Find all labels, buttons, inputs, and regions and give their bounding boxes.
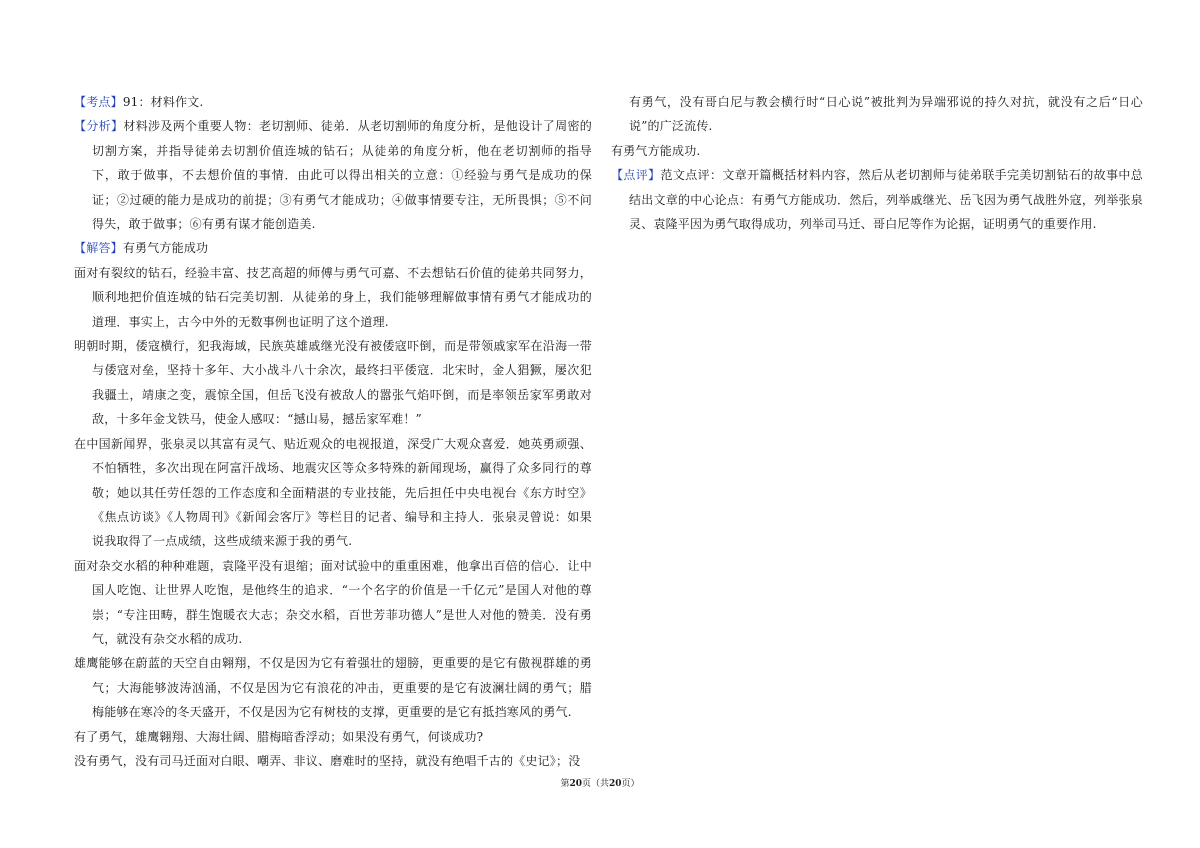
kaodian-text: 91：材料作文.: [122, 95, 204, 109]
footer-suffix: 页）: [621, 779, 640, 789]
kaodian-paragraph: [74, 90, 592, 114]
essay-paragraph: 面对杂交水稻的种种难题，袁隆平没有退缩；面对试验中的重重困难，他拿出百倍的信心．让中国人吃饱、让世界人吃饱，是他终生的追求．“一个名字的价值是一千亿元”是国人对他的尊崇；“专注田畴，群生饱暖衣大志；杂交水稻，百世芳菲功德人”是世人对他的赞美．没有勇气，就没有杂交水稻的成功.: [74, 558, 592, 646]
jieda-tag: 【解答】: [74, 241, 123, 256]
essay-paragraph: 雄鹰能够在蔚蓝的天空自由翱翔，不仅是因为它有着强壮的翅膀，更重要的是它有傲视群雄的勇气；大海能够波涛汹涌，不仅是因为它有浪花的冲击，更重要的是它有波澜壮阔的勇气；腊梅能够在寒冷的冬天盛开，不仅是因为它有树枝的支撑，更重要的是它有抵挡寒风的勇气.: [74, 656, 592, 720]
essay-continuation: 有勇气，没有哥白尼与教会横行时“日心说”被批判为异端邪说的持久对抗，就没有之后“日心说”的广泛流传.: [629, 95, 1143, 134]
footer-mid: 页（共: [581, 779, 609, 789]
essay-paragraph: 没有勇气，没有司马迁面对白眼、嘲弄、非议、磨难时的坚持，就没有绝唱千古的《史记》；没: [74, 753, 581, 768]
jieda-text: 有勇气方能成功: [122, 241, 209, 256]
essay-paragraph: 面对有裂纹的钻石，经验丰富、技艺高超的师傅与勇气可嘉、不去想钻石价值的徒弟共同努力，顺利地把价值连城的钻石完美切割．从徒弟的身上，我们能够理解做事情有勇气才能成功的道理．事实上，古今中外的无数事例也证明了这个道理.: [74, 265, 592, 329]
fenxi-tag: 【分析】: [74, 119, 124, 134]
footer-total-pages: 20: [609, 779, 622, 789]
right-column: [611, 90, 1143, 236]
jieda-paragraph: [74, 236, 592, 260]
dianping-paragraph: [611, 163, 1143, 236]
kaodian-tag: 【考点】: [74, 95, 123, 109]
fenxi-text: 材料涉及两个重要人物：老切割师、徒弟．从老切割师的角度分析，是他设计了周密的切割方案，并指导徒弟去切割价值连城的钻石；从徒弟的角度分析，他在老切割师的指导下，敢于做事，不去想价值的事情．由此可以得出相关的立意：①经验与勇气是成功的保证；②过硬的能力是成功的前提；③有勇气才能成功；④做事情要专注，无所畏惧；⑤不问得失，敢于做事；⑥有勇有谋才能创造美.: [92, 119, 592, 232]
essay-conclusion: 有勇气方能成功.: [611, 143, 701, 158]
footer-page-number: 20: [569, 779, 582, 789]
page-footer: [0, 776, 1200, 789]
dianping-tag: 【点评】: [611, 168, 661, 183]
essay-paragraph: 有了勇气，雄鹰翱翔、大海壮阔、腊梅暗香浮动；如果没有勇气，何谈成功?: [74, 729, 484, 744]
dianping-text: 范文点评：文章开篇概括材料内容，然后从老切割师与徒弟联手完美切割钻石的故事中总结出文章的中心论点：有勇气方能成功．然后，列举戚继光、岳飞因为勇气战胜外寇，列举张泉灵、袁隆平因为勇气取得成功，列举司马迁、哥白尼等作为论据，证明勇气的重要作用.: [629, 168, 1143, 232]
footer-prefix: 第: [560, 779, 570, 789]
fenxi-paragraph: [74, 114, 592, 236]
essay-paragraph: 在中国新闻界，张泉灵以其富有灵气、贴近观众的电视报道，深受广大观众喜爱．她英勇顽强、不怕牺牲，多次出现在阿富汗战场、地震灾区等众多特殊的新闻现场，赢得了众多同行的尊敬；她以其任劳任怨的工作态度和全面精湛的专业技能，先后担任中央电视台《东方时空》《焦点访谈》《人物周刊》《新闻会客厅》等栏目的记者、编导和主持人．张泉灵曾说：如果说我取得了一点成绩，这些成绩来源于我的勇气.: [74, 436, 592, 549]
essay-paragraph: 明朝时期，倭寇横行，犯我海域，民族英雄戚继光没有被倭寇吓倒，而是带领戚家军在沿海一带与倭寇对垒，坚持十多年、大小战斗八十余次，最终扫平倭寇．北宋时，金人猖獗，屡次犯我疆土，靖康之变，震惊全国，但岳飞没有被敌人的嚣张气焰吓倒，而是率领岳家军勇敢对敌，十多年金戈铁马，使金人感叹：“撼山易，撼岳家军难！”: [74, 339, 592, 427]
left-column: [74, 90, 592, 773]
